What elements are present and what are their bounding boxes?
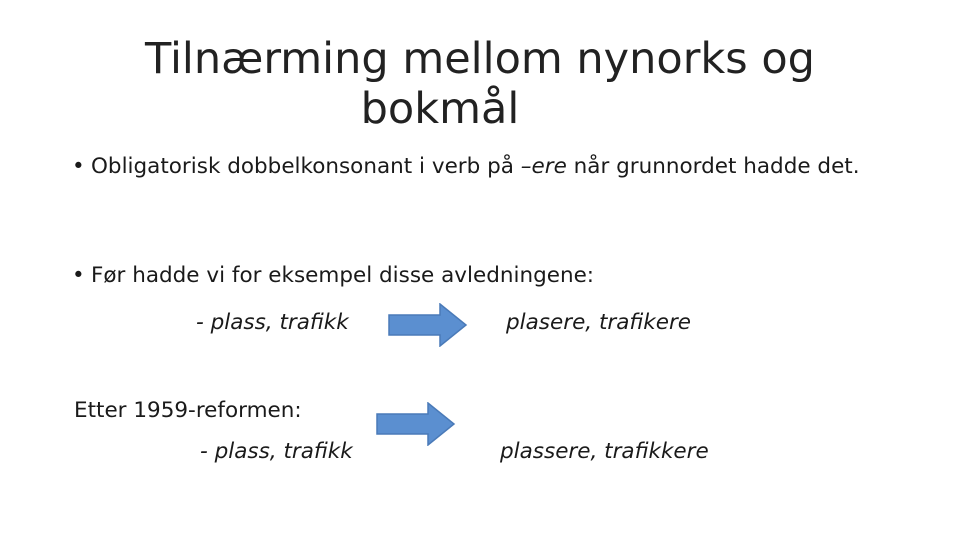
- right-arrow-icon: [388, 303, 468, 347]
- title-line-1: Tilnærming mellom nynorks og: [145, 34, 815, 84]
- bullet-dobbelkonsonant: [72, 152, 872, 182]
- slide-title: [0, 34, 960, 134]
- right-arrow-icon: [376, 402, 456, 446]
- bullet-avledninger: [72, 261, 872, 291]
- bullet-text: Obligatorisk dobbelkonsonant i verb på –ere når grunnordet hadde det.: [91, 154, 860, 179]
- title-line-2: bokmål: [360, 84, 520, 134]
- emphasis-ere: –ere: [520, 154, 567, 179]
- bullet-text: Før hadde vi for eksempel disse avledningene:: [91, 263, 595, 288]
- example-before-target: plasere, trafikere: [506, 310, 692, 335]
- example-after-source: - plass, trafikk: [200, 439, 353, 464]
- example-after-target: plassere, trafikkere: [500, 439, 709, 464]
- bullet-dot: •: [72, 154, 85, 179]
- example-before-source: - plass, trafikk: [196, 310, 349, 335]
- reform-label: Etter 1959-reformen:: [74, 398, 302, 423]
- bullet-dot: •: [72, 263, 85, 288]
